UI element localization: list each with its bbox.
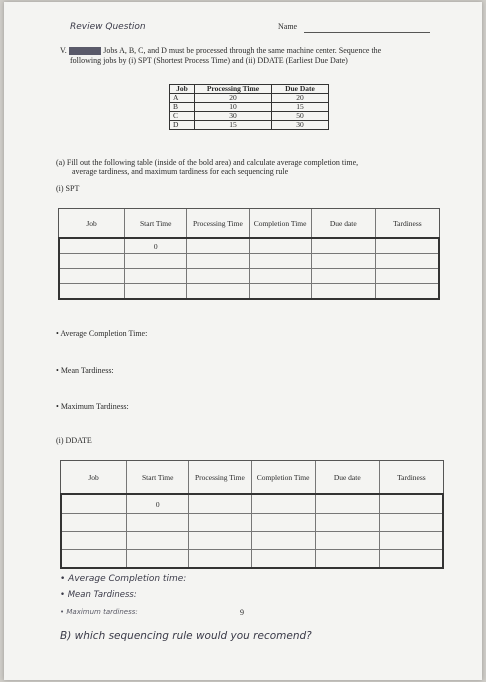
ddate-table bbox=[60, 460, 444, 569]
spt-col-start: Start Time bbox=[125, 209, 187, 237]
part-a-line-2: average tardiness, and maximum tardiness for each sequencing rule bbox=[72, 167, 289, 176]
spt-bold-area bbox=[58, 237, 440, 300]
spt-cell[interactable] bbox=[60, 239, 125, 253]
spt-cell[interactable] bbox=[60, 254, 125, 268]
ddate-cell-start[interactable]: 0 bbox=[127, 495, 189, 513]
ddate-label: (i) DDATE bbox=[56, 436, 92, 445]
spt-col-tardiness: Tardiness bbox=[393, 218, 422, 228]
ddate-col-due: Due date bbox=[316, 461, 380, 493]
question-text bbox=[60, 46, 470, 56]
table-row bbox=[62, 495, 442, 514]
spt-cell[interactable] bbox=[187, 239, 249, 253]
ddate-cell[interactable] bbox=[252, 550, 316, 567]
ddate-cell[interactable] bbox=[252, 495, 316, 513]
ddate-cell[interactable] bbox=[316, 495, 380, 513]
avg-completion-label: • Average Completion Time: bbox=[56, 329, 148, 338]
ddate-cell[interactable] bbox=[62, 495, 127, 513]
spt-cell[interactable] bbox=[187, 254, 249, 268]
spt-cell[interactable] bbox=[250, 269, 312, 283]
ddate-cell[interactable] bbox=[316, 532, 380, 549]
spt-col-processing: Processing Time bbox=[187, 209, 249, 237]
ddate-cell[interactable] bbox=[316, 550, 380, 567]
question-line-1: Jobs A, B, C, and D must be processed through the same machine center. Sequence the bbox=[103, 46, 382, 55]
ddate-table-header bbox=[60, 460, 444, 493]
spt-cell[interactable] bbox=[250, 284, 312, 298]
job-data-table bbox=[169, 84, 329, 130]
spt-cell[interactable] bbox=[250, 254, 312, 268]
question-line-2: following jobs by (i) SPT (Shortest Process Time) and (ii) DDATE (Earliest Due Date) bbox=[70, 56, 348, 65]
ddate-cell[interactable] bbox=[189, 514, 251, 531]
table-row bbox=[62, 514, 442, 532]
spt-table bbox=[58, 208, 440, 300]
ddate-bold-area bbox=[60, 493, 444, 569]
handwritten-avg: • Average Completion time: bbox=[60, 574, 187, 584]
ddate-cell[interactable] bbox=[380, 514, 442, 531]
ddate-col-start: Start Time bbox=[127, 461, 189, 493]
handwritten-mean: • Mean Tardiness: bbox=[60, 590, 137, 600]
ddate-cell[interactable] bbox=[252, 532, 316, 549]
ddate-cell[interactable] bbox=[380, 495, 442, 513]
table-row bbox=[62, 532, 442, 550]
table-row bbox=[60, 254, 438, 269]
ddate-col-tardiness: Tardiness bbox=[397, 472, 426, 482]
table-row bbox=[60, 284, 438, 298]
table-row: C 30 50 bbox=[170, 112, 329, 121]
ddate-cell[interactable] bbox=[127, 532, 189, 549]
spt-cell-start[interactable]: 0 bbox=[125, 239, 187, 253]
spt-cell[interactable] bbox=[125, 284, 187, 298]
ddate-cell[interactable] bbox=[62, 550, 127, 567]
spt-cell[interactable] bbox=[312, 254, 376, 268]
spt-cell[interactable] bbox=[60, 284, 125, 298]
spt-label: (i) SPT bbox=[56, 184, 80, 193]
name-label: Name bbox=[278, 22, 298, 31]
spt-col-job: Job bbox=[59, 209, 125, 237]
spt-cell[interactable] bbox=[125, 254, 187, 268]
review-question-title: Review Question bbox=[70, 22, 146, 32]
question-number: V. bbox=[60, 46, 67, 55]
table-row bbox=[62, 550, 442, 567]
table-row: D 15 30 bbox=[170, 121, 329, 130]
spt-cell[interactable] bbox=[312, 239, 376, 253]
spt-cell[interactable] bbox=[376, 239, 438, 253]
ddate-cell[interactable] bbox=[62, 532, 127, 549]
spt-table-header bbox=[58, 208, 440, 237]
ddate-col-completion: Completion Time bbox=[252, 461, 316, 493]
table-row bbox=[60, 269, 438, 284]
part-a-line-1: (a) Fill out the following table (inside of the bold area) and calculate average completion time, bbox=[56, 158, 359, 167]
spt-cell[interactable] bbox=[60, 269, 125, 283]
spt-col-due: Due date bbox=[312, 209, 376, 237]
spt-cell[interactable] bbox=[187, 269, 249, 283]
ddate-cell[interactable] bbox=[189, 550, 251, 567]
ddate-cell[interactable] bbox=[189, 532, 251, 549]
spt-cell[interactable] bbox=[376, 269, 438, 283]
table-row: B 10 15 bbox=[170, 103, 329, 112]
spt-cell[interactable] bbox=[312, 284, 376, 298]
spt-cell[interactable] bbox=[376, 284, 438, 298]
name-line bbox=[304, 32, 430, 33]
page-number: 9 bbox=[240, 608, 244, 617]
spt-cell[interactable] bbox=[187, 284, 249, 298]
handwritten-question-b: B) which sequencing rule would you recomend? bbox=[60, 630, 312, 642]
spt-col-completion: Completion Time bbox=[250, 209, 312, 237]
spt-cell[interactable] bbox=[125, 269, 187, 283]
ddate-col-processing: Processing Time bbox=[189, 461, 251, 493]
max-tardiness-label: • Maximum Tardiness: bbox=[56, 402, 129, 411]
ddate-cell[interactable] bbox=[380, 532, 442, 549]
ddate-cell[interactable] bbox=[127, 514, 189, 531]
col-job: Job bbox=[170, 85, 195, 94]
mean-tardiness-label: • Mean Tardiness: bbox=[56, 366, 114, 375]
col-processing-time: Processing Time bbox=[195, 85, 272, 94]
col-due-date: Due Date bbox=[272, 85, 329, 94]
spt-cell[interactable] bbox=[376, 254, 438, 268]
handwritten-max: • Maximum tardiness: bbox=[60, 608, 138, 616]
ddate-cell[interactable] bbox=[62, 514, 127, 531]
spt-cell[interactable] bbox=[250, 239, 312, 253]
ddate-cell[interactable] bbox=[380, 550, 442, 567]
ddate-col-job: Job bbox=[61, 461, 127, 493]
points-scribble: (15 points) bbox=[69, 47, 101, 55]
ddate-cell[interactable] bbox=[316, 514, 380, 531]
worksheet-page bbox=[4, 2, 482, 680]
table-row: A 20 20 bbox=[170, 94, 329, 103]
ddate-cell[interactable] bbox=[252, 514, 316, 531]
ddate-cell[interactable] bbox=[189, 495, 251, 513]
ddate-cell[interactable] bbox=[127, 550, 189, 567]
spt-cell[interactable] bbox=[312, 269, 376, 283]
table-row bbox=[60, 239, 438, 254]
